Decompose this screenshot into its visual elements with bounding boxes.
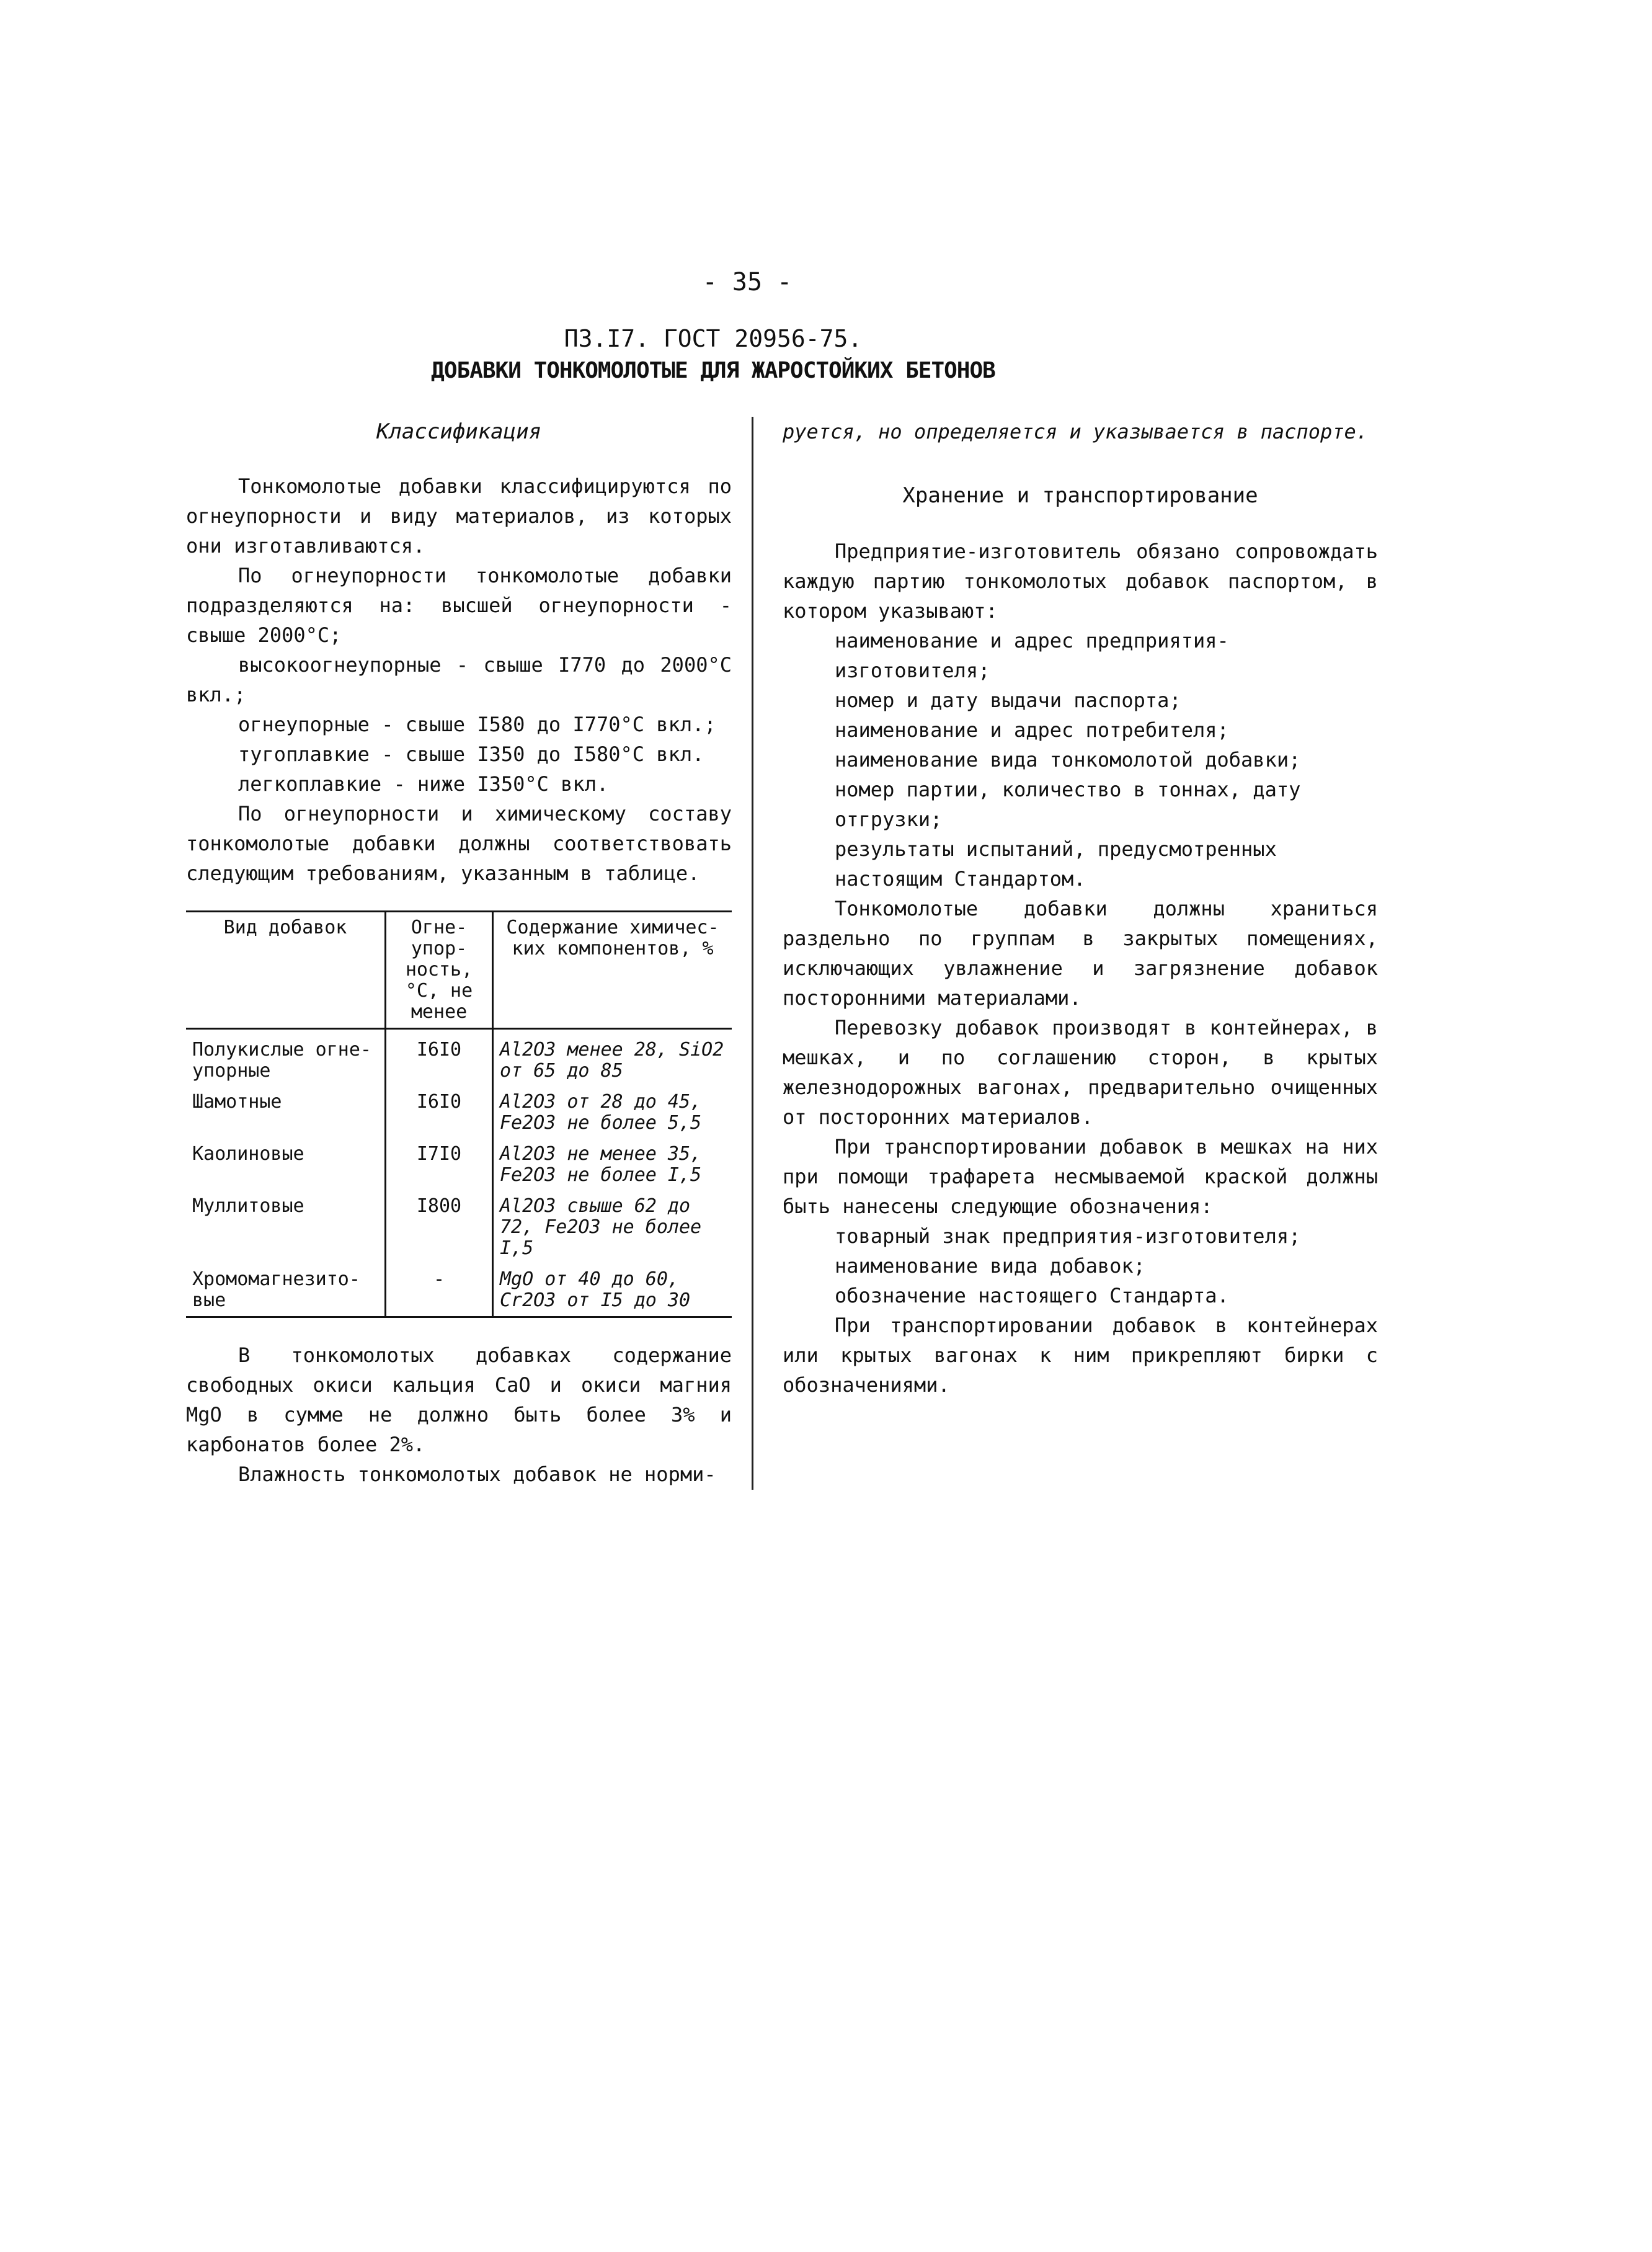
paragraph: При транспортировании добавок в мешках на них при помощи трафарета несмываемой краской должны быть нанесены следующие обозначения:: [783, 1135, 1378, 1218]
paragraph: Влажность тонкомолотых добавок не норми-: [238, 1462, 716, 1486]
table-row: [186, 1029, 732, 1087]
section-heading-classification: Классификация: [376, 419, 542, 444]
list-item: результаты испытаний, предусмотренных настоящим Стандартом.: [835, 837, 1277, 891]
list-item: номер и дату выдачи паспорта;: [835, 688, 1181, 712]
table-cell-temp: I7I0: [386, 1139, 493, 1191]
column-divider: [752, 417, 753, 1490]
table-row: [186, 1191, 732, 1264]
paragraph: высокоогнеупорные - свыше I770 до 2000°С вкл.;: [186, 653, 732, 706]
document-title: ДОБАВКИ ТОНКОМОЛОТЫЕ ДЛЯ ЖАРОСТОЙКИХ БЕТОНОВ: [431, 358, 995, 383]
paragraph: легкоплавкие - ниже I350°С вкл.: [238, 772, 609, 796]
table-row: [186, 1087, 732, 1139]
paragraph-continuation: руется, но определяется и указывается в паспорте.: [783, 420, 1369, 443]
paragraph: Предприятие-изготовитель обязано сопровождать каждую партию тонкомолотых добавок паспортом, в котором указывают:: [783, 540, 1378, 623]
paragraph: тугоплавкие - свыше I350 до I580°С вкл.: [238, 742, 704, 766]
paragraph: При транспортировании добавок в контейнерах или крытых вагонах к ним прикрепляют бирки с обозначениями.: [783, 1314, 1378, 1397]
table-cell-content: Al2O3 менее 28, SiO2 от 65 до 85: [500, 1039, 724, 1082]
list-item: номер партии, количество в тоннах, дату отгрузки;: [835, 778, 1301, 831]
list-item: наименование и адрес потребителя;: [835, 718, 1229, 742]
table-cell-content: MgO от 40 до 60, Cr2O3 от I5 до 30: [500, 1268, 691, 1311]
list-item: товарный знак предприятия-изготовителя;: [835, 1224, 1301, 1248]
table-cell-temp: -: [386, 1264, 493, 1317]
table-cell-temp: I6I0: [386, 1087, 493, 1139]
table-header-composition: Содержание химичес-ких компонентов, %: [506, 917, 719, 959]
list-item: наименование вида тонкомолотой добавки;: [835, 748, 1301, 772]
page-number: - 35 -: [702, 268, 793, 296]
table-cell-content: Al2O3 не менее 35, Fe2O3 не более I,5: [500, 1143, 702, 1186]
document-header: [372, 324, 1054, 388]
paragraph: По огнеупорности и химическому составу тонкомолотые добавки должны соответствовать следующим требованиям, указанным в таблице.: [186, 802, 732, 885]
paragraph: Перевозку добавок производят в контейнерах, в мешках, и по соглашению сторон, в крытых железнодорожных вагонах, предварительно очищенных от посторонних материалов.: [783, 1016, 1378, 1129]
table-header-row: [186, 912, 732, 1029]
table-cell-content: Al2O3 свыше 62 до 72, Fe2O3 не более I,5: [500, 1195, 702, 1259]
table-cell-type: Хромомагнезито-вые: [192, 1268, 360, 1311]
composition-table-wrapper: [186, 910, 732, 1318]
paragraph: Тонкомолотые добавки должны храниться раздельно по группам в закрытых помещениях, исключающих увлажнение и загрязнение добавок посторонними материалами.: [783, 897, 1378, 1010]
paragraph: огнеупорные - свыше I580 до I770°С вкл.;: [238, 713, 716, 736]
list-item: обозначение настоящего Стандарта.: [835, 1284, 1229, 1307]
list-item: наименование вида добавок;: [835, 1254, 1145, 1278]
table-cell-type: Муллитовые: [192, 1195, 304, 1217]
right-column: [783, 417, 1378, 1400]
paragraph: Тонкомолотые добавки классифицируются по огнеупорности и виду материалов, из которых они изготавливаются.: [186, 474, 732, 558]
table-cell-type: Каолиновые: [192, 1143, 304, 1165]
table-row: [186, 1264, 732, 1317]
left-column: [186, 417, 732, 1489]
table-cell-temp: I6I0: [386, 1029, 493, 1087]
table-row: [186, 1139, 732, 1191]
table-cell-type: Шамотные: [192, 1091, 282, 1113]
table-header-type: Вид добавок: [223, 917, 347, 938]
table-cell-content: Al2O3 от 28 до 45, Fe2O3 не более 5,5: [500, 1091, 702, 1134]
paragraph: В тонкомолотых добавках содержание свободных окиси кальция CaO и окиси магния MgO в сумме не должно быть более 3% и карбонатов более 2%.: [186, 1343, 732, 1456]
document-code: П3.I7. ГОСТ 20956-75.: [564, 325, 863, 352]
list-item: наименование и адрес предприятия-изготовителя;: [835, 629, 1229, 682]
section-heading-storage: Хранение и транспортирование: [902, 483, 1258, 508]
table-cell-type: Полукислые огне-упорные: [192, 1039, 371, 1082]
paragraph: По огнеупорности тонкомолотые добавки подразделяются на: высшей огнеупорности - свыше 2000°С;: [186, 564, 732, 647]
table-cell-temp: I800: [386, 1191, 493, 1264]
composition-table: [186, 910, 732, 1318]
table-header-refractoriness: Огне-упор-ность, °С, не менее: [386, 912, 493, 1029]
